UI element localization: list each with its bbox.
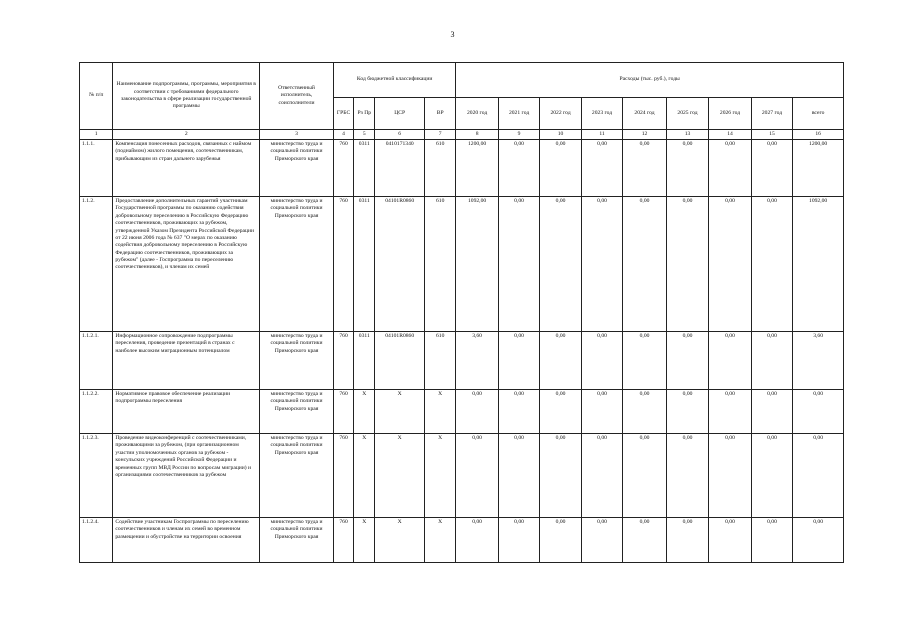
row-rzpr: X bbox=[354, 434, 375, 518]
column-number: 4 bbox=[333, 130, 353, 140]
header-year-2021: 2021 год bbox=[498, 98, 539, 130]
expenses-table bbox=[79, 62, 844, 563]
column-number: 6 bbox=[375, 130, 425, 140]
row-csr: 04101R0860 bbox=[375, 332, 425, 390]
column-number: 8 bbox=[456, 130, 498, 140]
column-number: 12 bbox=[623, 130, 667, 140]
row-value-2027: 0,00 bbox=[751, 332, 792, 390]
row-executor: министерство труда и социальной политики Приморского края bbox=[260, 434, 334, 518]
row-value-2023: 0,00 bbox=[581, 140, 622, 197]
table-row bbox=[80, 140, 844, 197]
header-executor: Ответственный исполнитель, соисполнители bbox=[260, 63, 334, 130]
row-value-2027: 0,00 bbox=[751, 390, 792, 434]
row-value-2024: 0,00 bbox=[623, 140, 667, 197]
header-year-2020: 2020 год bbox=[456, 98, 498, 130]
header-grbs: ГРБС bbox=[333, 98, 353, 130]
row-value-2023: 0,00 bbox=[581, 332, 622, 390]
row-value-2027: 0,00 bbox=[751, 140, 792, 197]
row-value-2025: 0,00 bbox=[666, 390, 708, 434]
row-value-total: 1092,00 bbox=[793, 197, 844, 332]
row-name: Информационное сопровождение подпрограммы переселения, проведение презентаций в странах с наиболее высоким миграционным потенциалом bbox=[113, 332, 260, 390]
table-row bbox=[80, 332, 844, 390]
row-name: Компенсация понесенных расходов, связанных с наймом (поднаймом) жилого помещения, соотечественникам, прибывающим из стран дальнего зарубежья bbox=[113, 140, 260, 197]
row-num: 1.1.2.4. bbox=[80, 518, 113, 563]
table-row bbox=[80, 197, 844, 332]
row-value-2022: 0,00 bbox=[540, 518, 581, 563]
row-executor: министерство труда и социальной политики Приморского края bbox=[260, 140, 334, 197]
row-name: Проведение видеоконференций с соотечественниками, проживающими за рубежом, (при организационном участии уполномоченных органов за рубежом - консульских учреждений Российской Федерации и временных групп МВД России по вопросам миграции) и организациями соотечественников за рубежом bbox=[113, 434, 260, 518]
row-value-2021: 0,00 bbox=[498, 434, 539, 518]
row-executor: министерство труда и социальной политики Приморского края bbox=[260, 518, 334, 563]
row-csr: 0410171340 bbox=[375, 140, 425, 197]
header-year-2025: 2025 год bbox=[666, 98, 708, 130]
column-number: 3 bbox=[260, 130, 334, 140]
row-rzpr: X bbox=[354, 518, 375, 563]
row-value-2025: 0,00 bbox=[666, 140, 708, 197]
row-value-2026: 0,00 bbox=[709, 140, 751, 197]
row-value-2027: 0,00 bbox=[751, 518, 792, 563]
header-num: № п/п bbox=[80, 63, 113, 130]
row-value-2021: 0,00 bbox=[498, 518, 539, 563]
row-grbs: 760 bbox=[333, 434, 353, 518]
row-value-2022: 0,00 bbox=[540, 434, 581, 518]
row-value-total: 0,00 bbox=[793, 390, 844, 434]
row-executor: министерство труда и социальной политики Приморского края bbox=[260, 332, 334, 390]
column-number: 16 bbox=[793, 130, 844, 140]
row-value-2022: 0,00 bbox=[540, 332, 581, 390]
row-value-2026: 0,00 bbox=[709, 197, 751, 332]
row-value-2026: 0,00 bbox=[709, 518, 751, 563]
header-rzpr: Рз Пр bbox=[354, 98, 375, 130]
row-name: Нормативное правовое обеспечение реализации подпрограммы переселения bbox=[113, 390, 260, 434]
row-value-2025: 0,00 bbox=[666, 197, 708, 332]
row-num: 1.1.2.2. bbox=[80, 390, 113, 434]
column-number: 10 bbox=[540, 130, 581, 140]
row-value-2027: 0,00 bbox=[751, 434, 792, 518]
header-total: всего bbox=[793, 98, 844, 130]
row-rzpr: X bbox=[354, 390, 375, 434]
column-number: 14 bbox=[709, 130, 751, 140]
row-name: Содействие участникам Госпрограммы по переселению соотечественников и членам их семей во временном размещении и обустройстве на территории освоения bbox=[113, 518, 260, 563]
row-num: 1.1.2. bbox=[80, 197, 113, 332]
row-value-2020: 0,00 bbox=[456, 434, 498, 518]
row-vr: X bbox=[424, 390, 455, 434]
row-value-2020: 0,00 bbox=[456, 518, 498, 563]
row-value-2024: 0,00 bbox=[623, 197, 667, 332]
row-csr: X bbox=[375, 518, 425, 563]
row-value-2023: 0,00 bbox=[581, 390, 622, 434]
row-value-2021: 0,00 bbox=[498, 332, 539, 390]
row-value-2026: 0,00 bbox=[709, 434, 751, 518]
row-grbs: 760 bbox=[333, 140, 353, 197]
row-value-2024: 0,00 bbox=[623, 390, 667, 434]
header-year-2026: 2026 год bbox=[709, 98, 751, 130]
page-number: 3 bbox=[450, 30, 455, 39]
row-csr: X bbox=[375, 434, 425, 518]
column-number: 2 bbox=[113, 130, 260, 140]
column-number: 9 bbox=[498, 130, 539, 140]
row-value-2021: 0,00 bbox=[498, 197, 539, 332]
row-value-2024: 0,00 bbox=[623, 434, 667, 518]
row-value-2021: 0,00 bbox=[498, 140, 539, 197]
column-number: 15 bbox=[751, 130, 792, 140]
row-csr: X bbox=[375, 390, 425, 434]
table-row bbox=[80, 518, 844, 563]
table-row bbox=[80, 434, 844, 518]
row-grbs: 760 bbox=[333, 332, 353, 390]
column-number: 1 bbox=[80, 130, 113, 140]
row-value-2022: 0,00 bbox=[540, 197, 581, 332]
row-num: 1.1.2.3. bbox=[80, 434, 113, 518]
row-value-total: 0,00 bbox=[793, 518, 844, 563]
header-year-2027: 2027 год bbox=[751, 98, 792, 130]
row-vr: 610 bbox=[424, 197, 455, 332]
row-value-2021: 0,00 bbox=[498, 390, 539, 434]
row-value-2020: 1200,00 bbox=[456, 140, 498, 197]
row-value-2022: 0,00 bbox=[540, 390, 581, 434]
row-vr: 610 bbox=[424, 332, 455, 390]
row-value-2025: 0,00 bbox=[666, 332, 708, 390]
row-value-total: 0,00 bbox=[793, 434, 844, 518]
row-value-2020: 3,60 bbox=[456, 332, 498, 390]
row-vr: 610 bbox=[424, 140, 455, 197]
row-value-2025: 0,00 bbox=[666, 434, 708, 518]
header-year-2024: 2024 год bbox=[623, 98, 667, 130]
row-rzpr: 0311 bbox=[354, 140, 375, 197]
row-num: 1.1.1. bbox=[80, 140, 113, 197]
column-number: 7 bbox=[424, 130, 455, 140]
header-budget-code: Код бюджетной классификации bbox=[333, 63, 455, 98]
row-vr: X bbox=[424, 518, 455, 563]
row-value-2020: 0,00 bbox=[456, 390, 498, 434]
row-value-2020: 1092,00 bbox=[456, 197, 498, 332]
row-value-2022: 0,00 bbox=[540, 140, 581, 197]
column-number: 13 bbox=[666, 130, 708, 140]
row-grbs: 760 bbox=[333, 197, 353, 332]
row-grbs: 760 bbox=[333, 518, 353, 563]
header-year-2023: 2023 год bbox=[581, 98, 622, 130]
row-value-2025: 0,00 bbox=[666, 518, 708, 563]
row-grbs: 760 bbox=[333, 390, 353, 434]
row-vr: X bbox=[424, 434, 455, 518]
column-number: 11 bbox=[581, 130, 622, 140]
row-value-2026: 0,00 bbox=[709, 390, 751, 434]
row-executor: министерство труда и социальной политики Приморского края bbox=[260, 390, 334, 434]
row-executor: министерство труда и социальной политики Приморского края bbox=[260, 197, 334, 332]
row-value-2023: 0,00 bbox=[581, 518, 622, 563]
row-rzpr: 0311 bbox=[354, 197, 375, 332]
header-csr: ЦСР bbox=[375, 98, 425, 130]
header-expenses: Расходы (тыс. руб.), годы bbox=[456, 63, 844, 98]
row-num: 1.1.2.1. bbox=[80, 332, 113, 390]
row-value-2023: 0,00 bbox=[581, 434, 622, 518]
row-name: Предоставление дополнительных гарантий участникам Государственной программы по оказанию содействия добровольному переселению в Российскую Федерацию соотечественников, проживающих за рубежом, утвержденной Указом Президента Российской Федерации от 22 июня 2006 года № 637 "О мерах по оказанию содействия добровольному переселению в Российскую Федерацию соотечественников, проживающих за рубежом" (далее - Госпрограмма по переселению соотечественников), и членам их семей bbox=[113, 197, 260, 332]
column-number: 5 bbox=[354, 130, 375, 140]
row-value-2027: 0,00 bbox=[751, 197, 792, 332]
column-number-row bbox=[80, 130, 844, 140]
row-value-total: 1200,00 bbox=[793, 140, 844, 197]
header-name: Наименование подпрограммы, программы, мероприятия в соответствии с требованиями федерального законодательства в сфере реализации государственной программы bbox=[113, 63, 260, 130]
row-value-2024: 0,00 bbox=[623, 332, 667, 390]
row-value-2023: 0,00 bbox=[581, 197, 622, 332]
row-value-2026: 0,00 bbox=[709, 332, 751, 390]
header-vr: ВР bbox=[424, 98, 455, 130]
row-csr: 04101R0860 bbox=[375, 197, 425, 332]
table-row bbox=[80, 390, 844, 434]
header-year-2022: 2022 год bbox=[540, 98, 581, 130]
row-rzpr: 0311 bbox=[354, 332, 375, 390]
row-value-total: 3,60 bbox=[793, 332, 844, 390]
row-value-2024: 0,00 bbox=[623, 518, 667, 563]
